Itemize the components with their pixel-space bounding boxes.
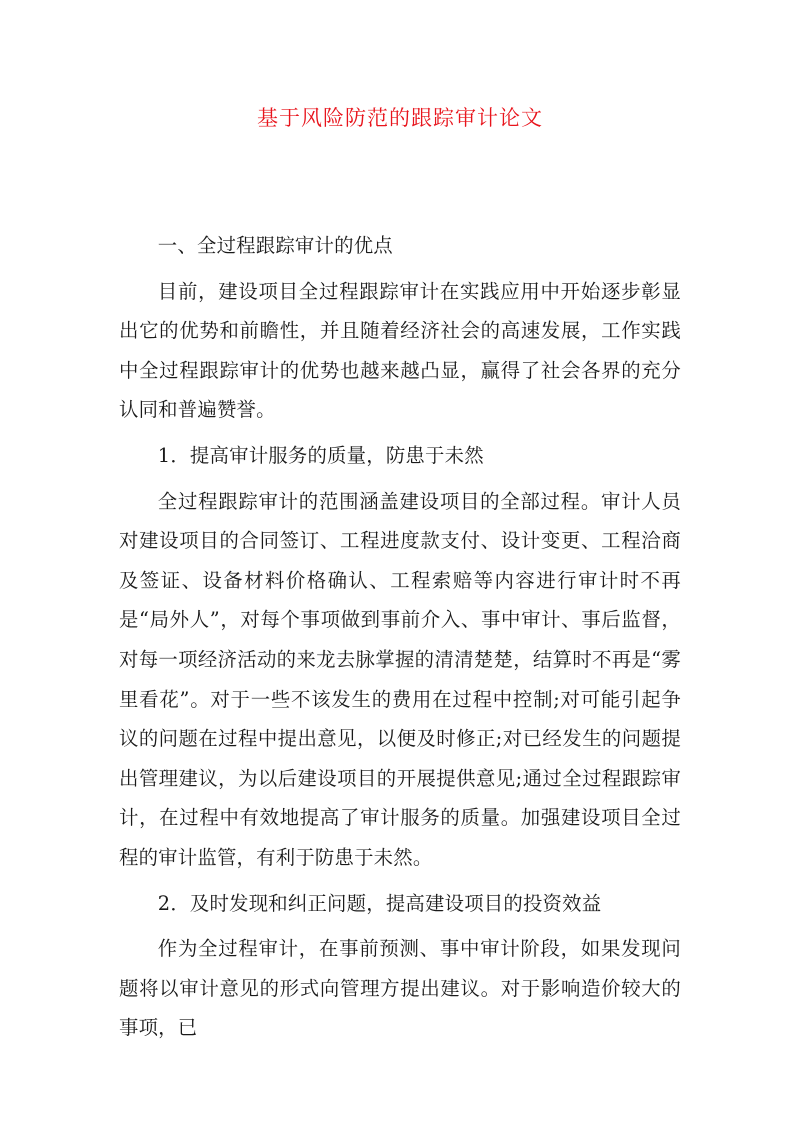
subsection-heading: 1．提高审计服务的质量，防患于未然 [157, 443, 484, 467]
subsection-heading: 2．及时发现和纠正问题，提高建设项目的投资效益 [157, 891, 602, 915]
document-title: 基于风险防范的跟踪审计论文 [257, 106, 543, 130]
paragraph: 作为全过程审计，在事前预测、事中审计阶段，如果发现问题将以审计意见的形式向管理方提出建议。对于影响造价较大的事项，已 [119, 937, 681, 1040]
paragraph: 目前，建设项目全过程跟踪审计在实践应用中开始逐步彰显出它的优势和前瞻性，并且随着经济社会的高速发展，工作实践中全过程跟踪审计的优势也越来越凸显，赢得了社会各界的充分认同和普遍赞誉。 [119, 279, 681, 422]
document-body [119, 226, 681, 1054]
section-heading: 一、全过程跟踪审计的优点 [157, 234, 393, 257]
paragraph: 全过程跟踪审计的范围涵盖建设项目的全部过程。审计人员对建设项目的合同签订、工程进度款支付、设计变更、工程洽商及签证、设备材料价格确认、工程索赔等内容进行审计时不再是“局外人”，对每个事项做到事前介入、事中审计、事后监督，对每一项经济活动的来龙去脉掌握的清清楚楚，结算时不再是“雾里看花”。对于一些不该发生的费用在过程中控制;对可能引起争议的问题在过程中提出意见，以便及时修正;对已经发生的问题提出管理建议，为以后建设项目的开展提供意见;通过全过程跟踪审计，在过程中有效地提高了审计服务的质量。加强建设项目全过程的审计监管，有利于防患于未然。 [119, 489, 681, 869]
